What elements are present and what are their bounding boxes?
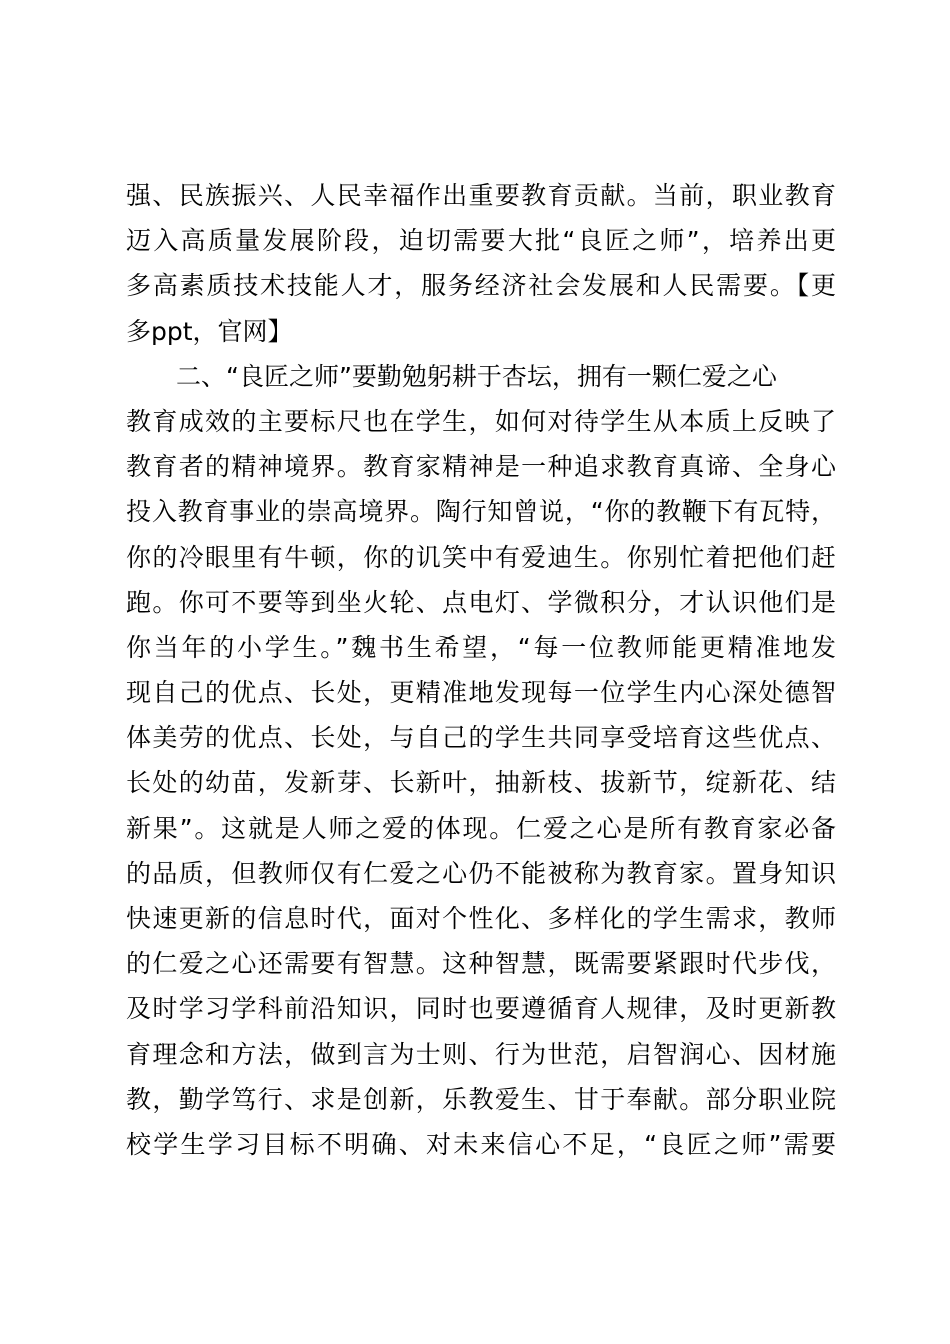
- text-line-13: 体美劳的优点、长处，与自己的学生共同享受培育这些优点、: [126, 723, 836, 753]
- text-line-8: 投入教育事业的崇高境界。陶行知曾说，“你的教鞭下有瓦特，: [126, 497, 836, 527]
- text-line-12: 现自己的优点、长处，更精准地发现每一位学生内心深处德智: [126, 678, 836, 708]
- text-line-6: 教育成效的主要标尺也在学生，如何对待学生从本质上反映了: [126, 406, 836, 436]
- text-line-4: 多ppt，官网】: [126, 316, 293, 346]
- text-line-20: 育理念和方法，做到言为士则、行为世范，启智润心、因材施: [126, 1039, 836, 1069]
- text-line-3: 多高素质技术技能人才，服务经济社会发展和人民需要。【更: [126, 271, 836, 301]
- text-line-18: 的仁爱之心还需要有智慧。这种智慧，既需要紧跟时代步伐，: [126, 949, 836, 979]
- text-line-22: 校学生学习目标不明确、对未来信心不足，“良匠之师”需要: [126, 1129, 836, 1159]
- text-line-9: 你的冷眼里有牛顿，你的讥笑中有爱迪生。你别忙着把他们赶: [126, 542, 836, 572]
- text-line-2: 迈入高质量发展阶段，迫切需要大批“良匠之师”，培养出更: [126, 226, 836, 256]
- section-heading: 二、“良匠之师”要勤勉躬耕于杏坛，拥有一颗仁爱之心: [126, 361, 777, 391]
- text-line-14: 长处的幼苗，发新芽、长新叶，抽新枝、拔新节，绽新花、结: [126, 768, 836, 798]
- text-line-15: 新果”。这就是人师之爱的体现。仁爱之心是所有教育家必备: [126, 813, 836, 843]
- text-line-16: 的品质，但教师仅有仁爱之心仍不能被称为教育家。置身知识: [126, 858, 836, 888]
- text-line-1: 强、民族振兴、人民幸福作出重要教育贡献。当前，职业教育: [126, 181, 836, 210]
- text-line-21: 教，勤学笃行、求是创新，乐教爱生、甘于奉献。部分职业院: [126, 1084, 836, 1114]
- text-line-19: 及时学习学科前沿知识，同时也要遵循育人规律，及时更新教: [126, 994, 836, 1024]
- text-line-17: 快速更新的信息时代，面对个性化、多样化的学生需求，教师: [126, 904, 836, 933]
- text-line-7: 教育者的精神境界。教育家精神是一种追求教育真谛、全身心: [126, 452, 836, 482]
- document-body: [126, 173, 836, 1167]
- text-line-10: 跑。你可不要等到坐火轮、点电灯、学微积分，才认识他们是: [126, 587, 836, 617]
- text-line-11: 你当年的小学生。”魏书生希望，“每一位教师能更精准地发: [126, 632, 836, 662]
